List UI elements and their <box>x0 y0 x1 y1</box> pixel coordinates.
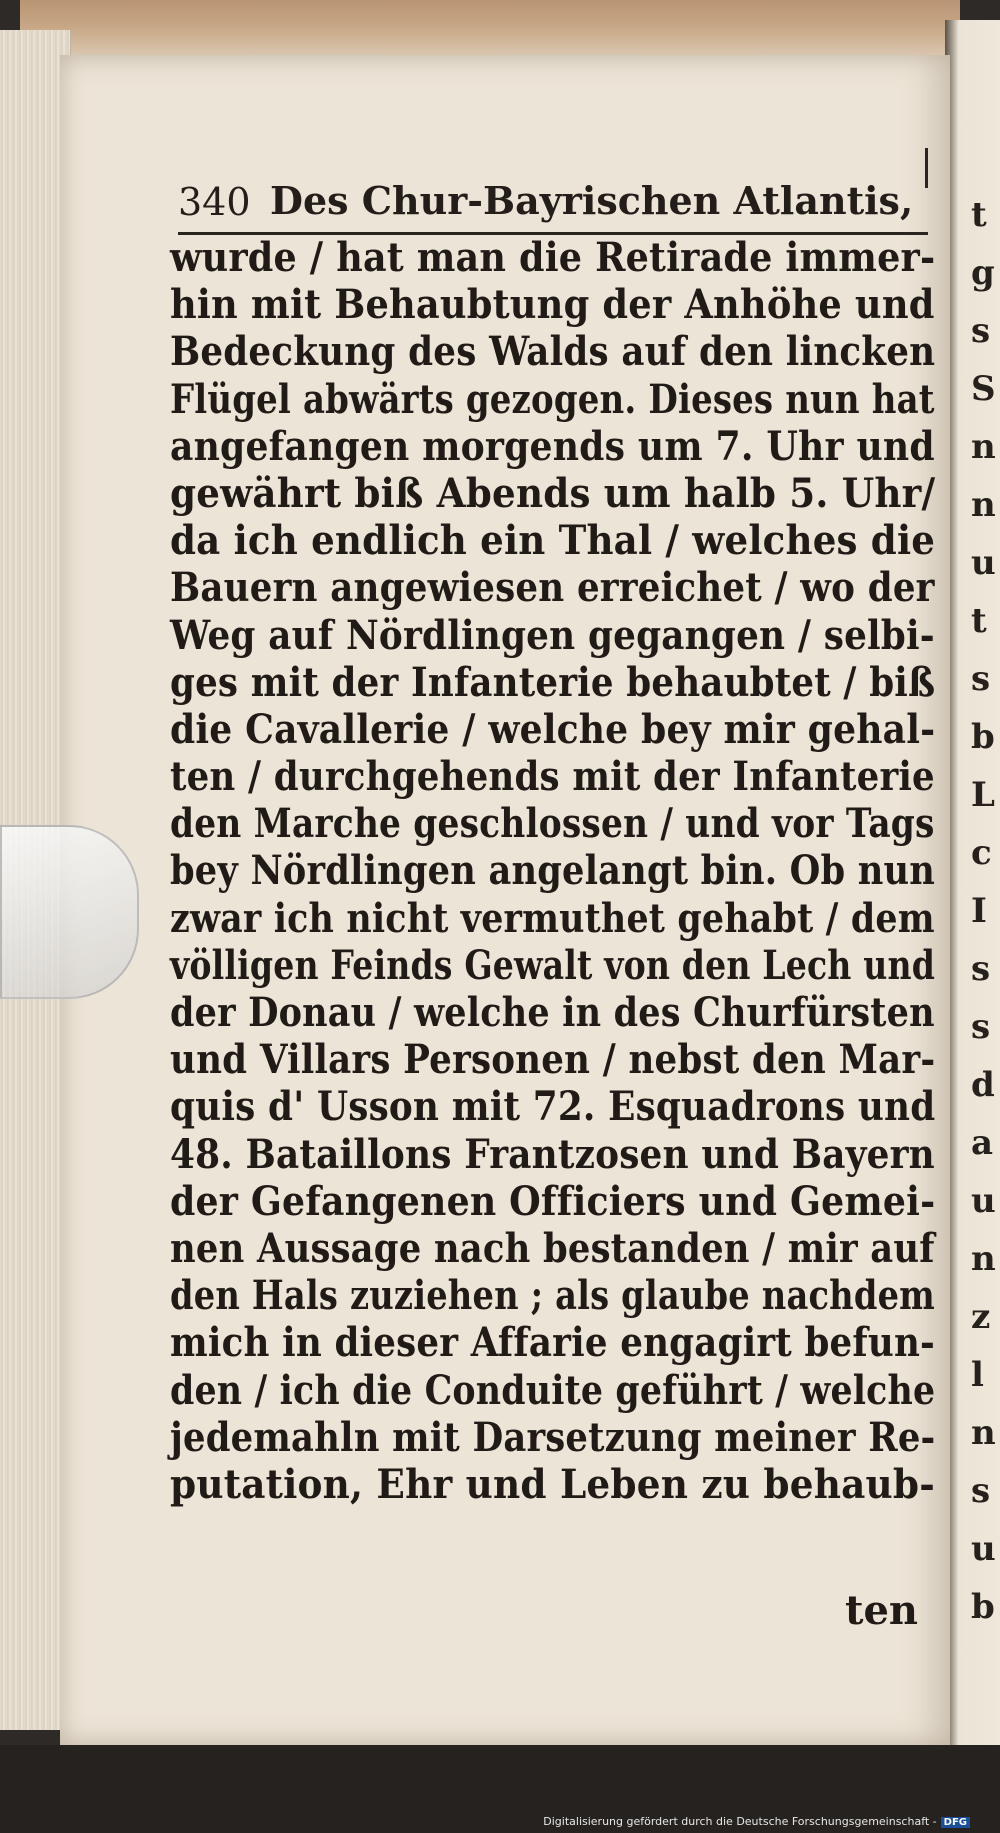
text-line: der Donau / welche in des Churfürsten <box>170 989 935 1036</box>
text-line: wurde / hat man die Retirade immer- <box>170 234 936 281</box>
text-line: bey Nördlingen angelangt bin. Ob nun <box>170 847 936 895</box>
facing-page-fragment: b <box>971 1587 995 1627</box>
text-line: Bedeckung des Walds auf den lincken <box>170 328 936 376</box>
facing-page-fragment: c <box>971 833 992 873</box>
page-header <box>178 178 928 235</box>
text-line: den / ich die Conduite geführt / welche <box>170 1366 936 1414</box>
text-line: hin mit Behaubtung der Anhöhe und <box>170 281 935 329</box>
facing-page-fragment: s <box>971 659 991 699</box>
page-clip <box>0 825 139 999</box>
facing-page-fragment: L <box>971 775 995 815</box>
facing-page-fragment: S <box>971 369 996 409</box>
facing-page-fragment: n <box>971 1239 996 1279</box>
text-line: die Cavallerie / welche bey mir gehal- <box>170 705 936 753</box>
facing-page-fragment: u <box>971 543 996 583</box>
facing-page-fragment: g <box>971 253 995 293</box>
text-line: gewährt biß Abends um halb 5. Uhr/ <box>170 469 936 517</box>
facing-page-fragment: b <box>971 717 995 757</box>
running-title: Des Chur-Bayrischen Atlantis, <box>270 178 914 223</box>
text-line: den Hals zuziehen ; als glaube nachdem <box>170 1272 936 1320</box>
facing-page-fragment: s <box>971 311 991 351</box>
text-line: den Marche geschlossen / und vor Tags <box>170 800 935 848</box>
facing-page-fragment: I <box>971 891 987 931</box>
text-line: angefangen morgends um 7. Uhr und <box>170 422 935 470</box>
facing-page-fragment: s <box>971 1007 991 1047</box>
text-line: da ich endlich ein Thal / welches die <box>170 517 936 565</box>
facing-page-fragment: s <box>971 1471 991 1511</box>
text-line: jedemahln mit Darsetzung meiner Re- <box>170 1413 936 1461</box>
text-line: völligen Feinds Gewalt von den Lech und <box>170 941 936 989</box>
footer-credit <box>543 1815 970 1828</box>
facing-page-fragment: d <box>971 1065 995 1105</box>
text-line: ges mit der Infanterie behaubtet / biß <box>170 658 936 706</box>
text-line: und Villars Personen / nebst den Mar- <box>170 1036 936 1084</box>
facing-page <box>945 20 1000 1755</box>
text-line: Bauern angewiesen erreichet / wo der <box>170 564 935 612</box>
page-number: 340 <box>178 180 251 224</box>
text-line: quis d' Usson mit 72. Esquadrons und <box>170 1083 936 1131</box>
text-line: 48. Bataillons Frantzosen und Bayern <box>170 1130 935 1178</box>
facing-page-fragment: n <box>971 485 996 525</box>
body-text <box>170 234 936 1508</box>
facing-page-fragment: u <box>971 1181 996 1221</box>
text-line: ten / durchgehends mit der Infanterie <box>170 753 935 801</box>
text-line: Flügel abwärts gezogen. Dieses nun hat <box>170 375 935 423</box>
facing-page-fragment: l <box>971 1355 984 1395</box>
facing-page-fragment: u <box>971 1529 996 1569</box>
facing-page-fragment: a <box>971 1123 994 1163</box>
facing-page-fragment: n <box>971 427 996 467</box>
text-line: Weg auf Nördlingen gegangen / selbi- <box>170 611 935 659</box>
dfg-logo: DFG <box>941 1817 970 1828</box>
text-line: mich in dieser Affarie engagirt befun- <box>170 1319 936 1367</box>
facing-page-fragment: n <box>971 1413 996 1453</box>
facing-page-fragment: t <box>971 601 987 641</box>
credit-text: Digitalisierung gefördert durch die Deutsche Forschungsgemeinschaft - <box>543 1815 937 1828</box>
facing-page-fragment: s <box>971 949 991 989</box>
facing-page-fragment: t <box>971 195 987 235</box>
catchword: ten <box>845 1587 919 1634</box>
text-line: zwar ich nicht vermuthet gehabt / dem <box>170 894 935 942</box>
text-line: nen Aussage nach bestanden / mir auf <box>170 1224 935 1272</box>
text-line: putation, Ehr und Leben zu behaub- <box>170 1460 935 1508</box>
facing-page-fragment: z <box>971 1297 991 1337</box>
text-line: der Gefangenen Officiers und Gemei- <box>170 1177 936 1225</box>
